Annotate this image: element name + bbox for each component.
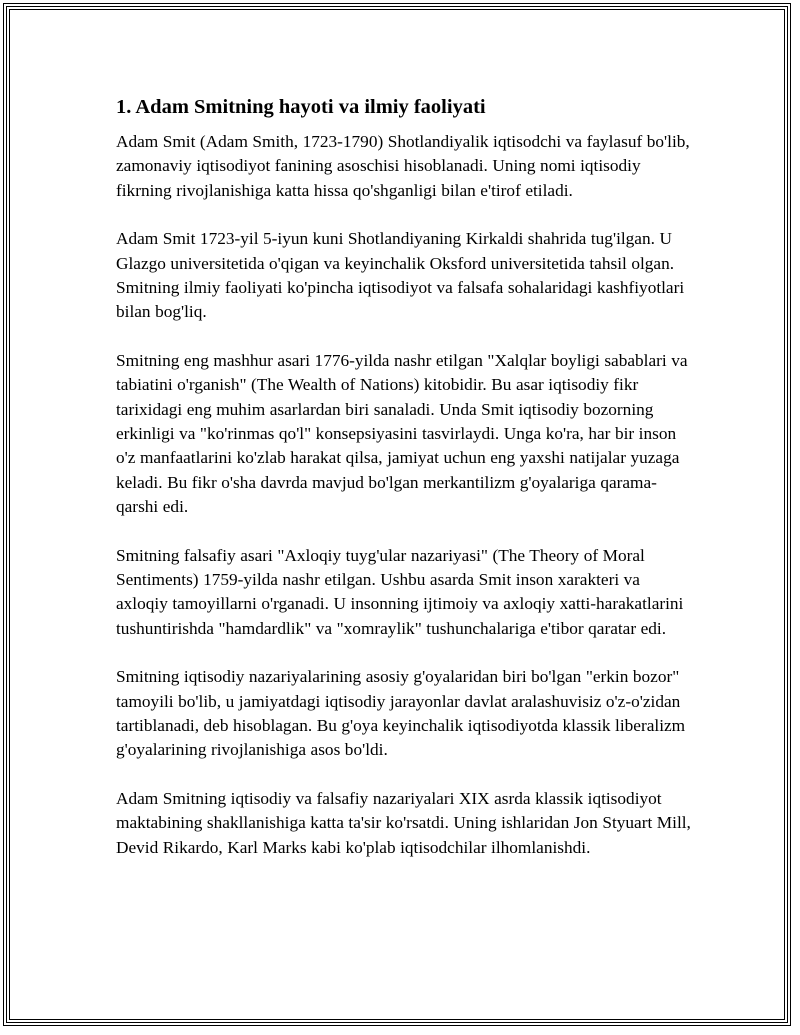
section-heading: 1. Adam Smitning hayoti va ilmiy faoliyati — [116, 96, 486, 118]
document-body — [116, 92, 691, 884]
paragraph-3: Smitning eng mashhur asari 1776-yilda nashr etilgan "Xalqlar boyligi sabablari va tabiatini o'rganish" (The Wealth of Nations) kitobidir. Bu asar iqtisodiy fikr tarixidagi eng muhim asarlardan biri sanaladi. Unda Smit iqtisodiy bozorning erkinligi va "ko'rinmas qo'l" konsepsiyasini tasvirlaydi. Unga ko'ra, har bir inson o'z manfaatlarini ko'zlab harakat qilsa, jamiyat uchun eng yaxshi natijalar yuzaga keladi. Bu fikr o'sha davrda mavjud bo'lgan merkantilizm g'oyalariga qarama-qarshi edi. — [116, 351, 688, 516]
paragraph-1: Adam Smit (Adam Smith, 1723-1790) Shotlandiyalik iqtisodchi va faylasuf bo'lib, zamonaviy iqtisodiyot fanining asoschisi hisoblanadi. Uning nomi iqtisodiy fikrning rivojlanishiga katta hissa qo'shganligi bilan e'tirof etiladi. — [116, 132, 690, 200]
paragraph-5: Smitning iqtisodiy nazariyalarining asosiy g'oyalaridan biri bo'lgan "erkin bozor" tamoyili bo'lib, u jamiyatdagi iqtisodiy jarayonlar davlat aralashuvisiz o'z-o'zidan tartiblanadi, deb hisoblagan. Bu g'oya keyinchalik iqtisodiyotda klassik liberalizm g'oyalarining rivojlanishiga asos bo'ldi. — [116, 667, 686, 760]
paragraph-2: Adam Smit 1723-yil 5-iyun kuni Shotlandiyaning Kirkaldi shahrida tug'ilgan. U Glazgo universitetida o'qigan va keyinchalik Oksford universitetida tahsil olgan. Smitning ilmiy faoliyati ko'pincha iqtisodiyot va falsafa sohalaridagi kashfiyotlari bilan bog'liq. — [116, 229, 685, 322]
paragraph-6: Adam Smitning iqtisodiy va falsafiy nazariyalari XIX asrda klassik iqtisodiyot maktabining shakllanishiga katta ta'sir ko'rsatdi. Uning ishlaridan Jon Styuart Mill, Devid Rikardo, Karl Marks kabi ko'plab iqtisodchilar ilhomlanishdi. — [116, 789, 691, 857]
paragraph-4: Smitning falsafiy asari "Axloqiy tuyg'ular nazariyasi" (The Theory of Moral Sentiments) 1759-yilda nashr etilgan. Ushbu asarda Smit inson xarakteri va axloqiy tamoyillarni o'rganadi. U insonning ijtimoiy va axloqiy xatti-harakatlarini tushuntirishda "hamdardlik" va "xomraylik" tushunchalariga e'tibor qaratar edi. — [116, 545, 684, 638]
